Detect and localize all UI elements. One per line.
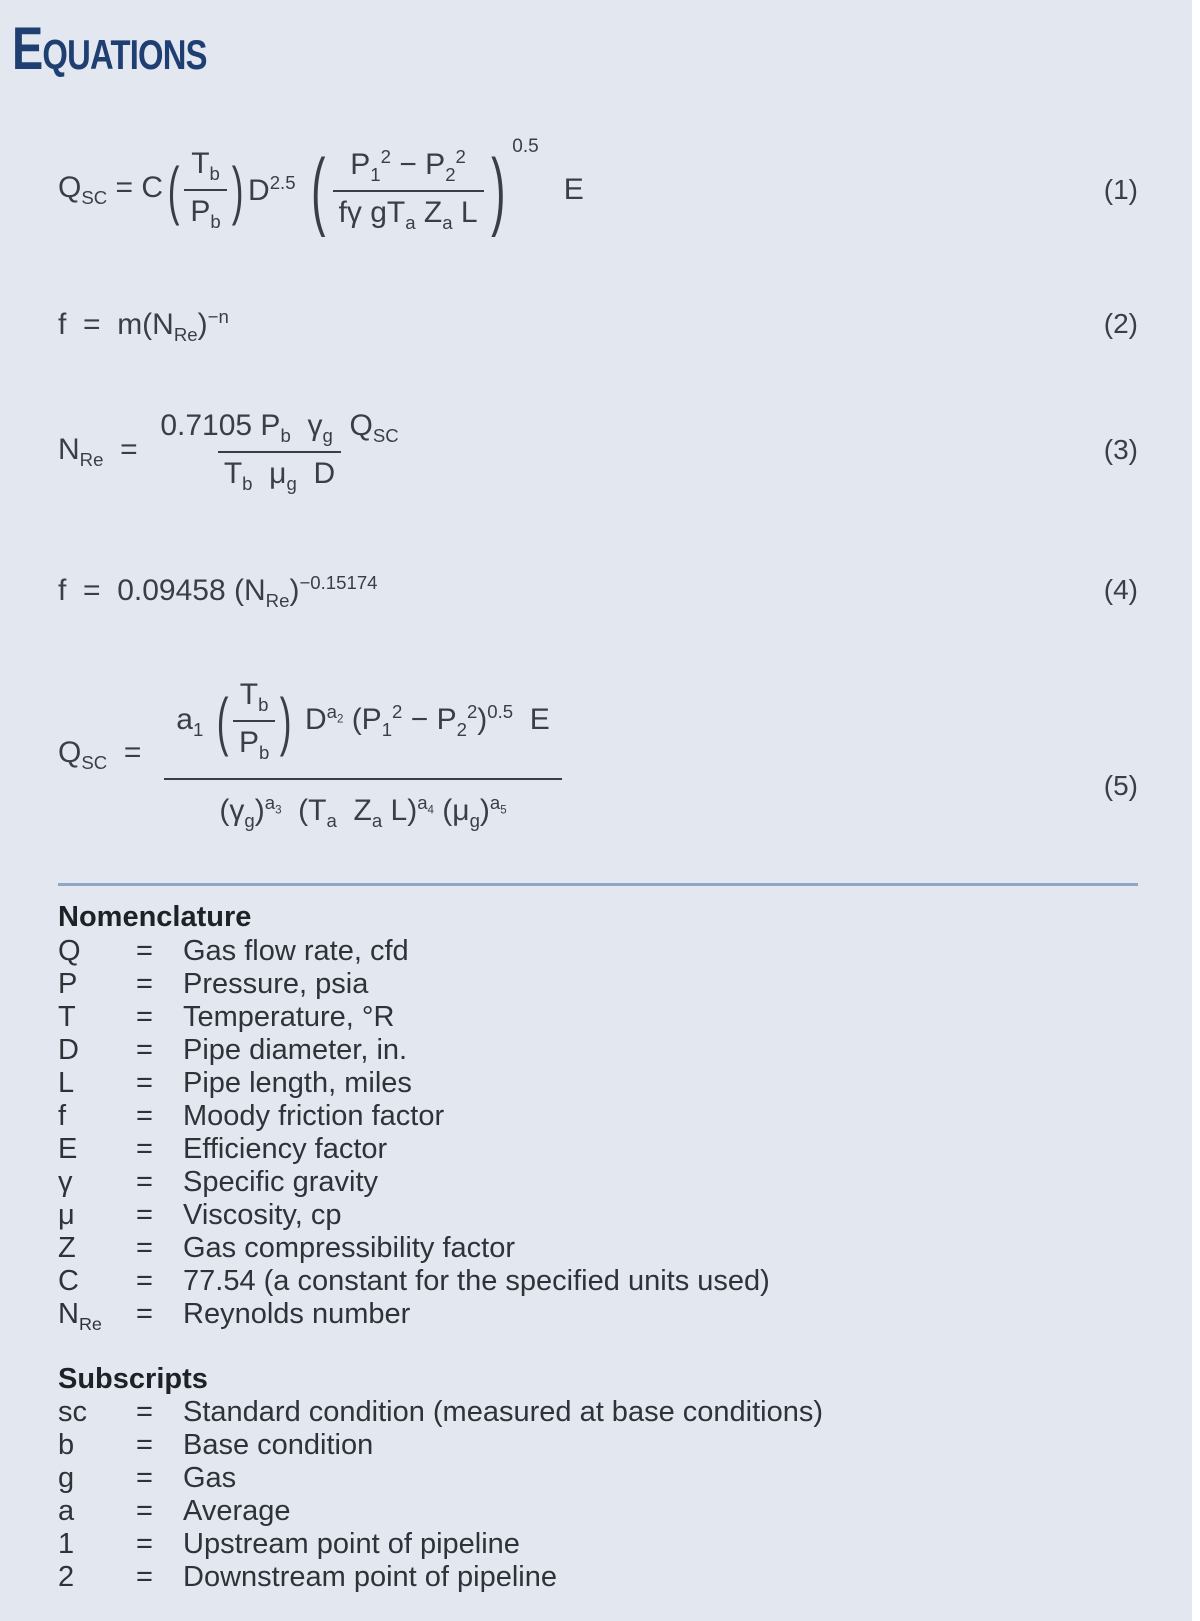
equation-3-number: (3) bbox=[1103, 434, 1138, 465]
definition-description: Viscosity, cp bbox=[183, 1199, 342, 1231]
definition-row bbox=[58, 1199, 1138, 1232]
definition-row bbox=[58, 1495, 1138, 1528]
definition-row bbox=[58, 1396, 1138, 1429]
equation-2 bbox=[58, 306, 1138, 346]
definition-description: Gas compressibility factor bbox=[183, 1232, 515, 1264]
definition-description: Temperature, °R bbox=[183, 1001, 395, 1033]
definition-symbol: Q bbox=[58, 935, 81, 967]
definition-equals: = bbox=[136, 1462, 153, 1494]
definition-symbol: f bbox=[58, 1100, 67, 1132]
definition-description: Upstream point of pipeline bbox=[183, 1528, 520, 1560]
definition-symbol: Z bbox=[58, 1232, 76, 1264]
definition-equals: = bbox=[136, 1495, 153, 1527]
definition-row bbox=[58, 1067, 1138, 1100]
definition-symbol: μ bbox=[58, 1199, 75, 1231]
definition-row bbox=[58, 1100, 1138, 1133]
definition-description: Moody friction factor bbox=[183, 1100, 445, 1132]
panel-title: Equations bbox=[12, 15, 207, 82]
definition-description: Pipe length, miles bbox=[183, 1067, 412, 1099]
equation-2-number: (2) bbox=[1103, 308, 1138, 339]
definition-row bbox=[58, 1462, 1138, 1495]
definition-symbol: b bbox=[58, 1429, 75, 1461]
definition-row bbox=[58, 1133, 1138, 1166]
definition-description: Downstream point of pipeline bbox=[183, 1561, 557, 1593]
definition-description: 77.54 (a constant for the specified units used) bbox=[183, 1265, 770, 1297]
definition-row bbox=[58, 1561, 1138, 1594]
definition-symbol: sc bbox=[58, 1396, 87, 1428]
definition-symbol: E bbox=[58, 1133, 78, 1165]
definition-equals: = bbox=[136, 1100, 153, 1132]
definition-row bbox=[58, 1298, 1138, 1334]
definition-equals: = bbox=[136, 1528, 153, 1560]
definition-row bbox=[58, 1232, 1138, 1265]
definition-description: Reynolds number bbox=[183, 1298, 411, 1330]
equation-4-number: (4) bbox=[1103, 574, 1138, 605]
definition-description: Base condition bbox=[183, 1429, 374, 1461]
definition-row bbox=[58, 1429, 1138, 1462]
equation-5-body: $Q_{SC}$ = $a_1$ ( $\frac{T_b}{P_b}$ ) $D^{a_2}$ $(P_1^2 - P_2^2)^{0.5}$ E $(\gamma_g)^{a_3}$ ($T_a$ $Z_a$ L)$^{a_4}$ $(\mu_g)^{a_5}$ bbox=[58, 660, 562, 850]
definition-row bbox=[58, 935, 1138, 968]
section-divider bbox=[58, 883, 1138, 886]
definition-description: Pipe diameter, in. bbox=[183, 1034, 408, 1066]
subscripts-list bbox=[58, 1396, 1138, 1594]
definition-description: Average bbox=[183, 1495, 291, 1527]
definition-symbol: P bbox=[58, 968, 78, 1000]
definition-symbol: γ bbox=[58, 1166, 73, 1198]
definition-equals: = bbox=[136, 1561, 153, 1593]
definition-equals: = bbox=[136, 1298, 153, 1330]
equation-5 bbox=[58, 660, 1138, 850]
definition-equals: = bbox=[136, 1034, 153, 1066]
definition-equals: = bbox=[136, 1429, 153, 1461]
definition-equals: = bbox=[136, 1067, 153, 1099]
definition-description: Pressure, psia bbox=[183, 968, 369, 1000]
definition-equals: = bbox=[136, 1001, 153, 1033]
definition-equals: = bbox=[136, 1133, 153, 1165]
definition-description: Gas flow rate, cfd bbox=[183, 935, 409, 967]
definition-symbol: 2 bbox=[58, 1561, 75, 1593]
definition-symbol: 1 bbox=[58, 1528, 75, 1560]
definition-equals: = bbox=[136, 968, 153, 1000]
equation-4 bbox=[58, 572, 1138, 612]
definition-symbol: $N_{Re}$ bbox=[58, 1298, 102, 1334]
subscripts-heading: Subscripts bbox=[58, 1363, 208, 1395]
definition-symbol: g bbox=[58, 1462, 75, 1494]
nomenclature-heading: Nomenclature bbox=[58, 901, 252, 933]
definition-row bbox=[58, 1528, 1138, 1561]
definition-row bbox=[58, 1265, 1138, 1298]
definition-row bbox=[58, 1166, 1138, 1199]
definition-description: Specific gravity bbox=[183, 1166, 379, 1198]
definition-equals: = bbox=[136, 1232, 153, 1264]
equation-2-body: $f = m(N_{Re})^{-n}$ bbox=[58, 306, 229, 345]
definition-equals: = bbox=[136, 1199, 153, 1231]
definition-symbol: C bbox=[58, 1265, 79, 1297]
definition-equals: = bbox=[136, 935, 153, 967]
definition-row bbox=[58, 1001, 1138, 1034]
definition-symbol: L bbox=[58, 1067, 75, 1099]
definition-row bbox=[58, 1034, 1138, 1067]
equation-1-number: (1) bbox=[1103, 174, 1138, 205]
equation-3-body: $N_{Re}$ = $\frac{0.7105 P_b \gamma_g Q_{SC}}{T_b \mu_g D}$ bbox=[58, 409, 399, 494]
nomenclature-list bbox=[58, 935, 1138, 1334]
equation-3 bbox=[58, 404, 1138, 500]
definition-description: Standard condition (measured at base conditions) bbox=[183, 1396, 823, 1428]
definition-symbol: T bbox=[58, 1001, 76, 1033]
equation-1 bbox=[58, 130, 1138, 250]
definition-equals: = bbox=[136, 1265, 153, 1297]
equation-4-body: f = 0.09458 $(N_{Re})^{-0.15174}$ bbox=[58, 572, 378, 611]
definition-symbol: D bbox=[58, 1034, 79, 1066]
equation-5-number: (5) bbox=[1103, 770, 1138, 801]
definition-equals: = bbox=[136, 1166, 153, 1198]
definition-equals: = bbox=[136, 1396, 153, 1428]
equation-1-body: $Q_{SC} = C$ ( $\frac{T_b}{P_b}$ ) $D^{2.5}$ ( $\frac{P_1^2 - P_2^2}{f\gamma gT_a Z_a L}$ ) 0.5 E bbox=[58, 136, 584, 238]
definition-row bbox=[58, 968, 1138, 1001]
definition-description: Efficiency factor bbox=[183, 1133, 388, 1165]
definition-description: Gas bbox=[183, 1462, 237, 1494]
definition-symbol: a bbox=[58, 1495, 75, 1527]
